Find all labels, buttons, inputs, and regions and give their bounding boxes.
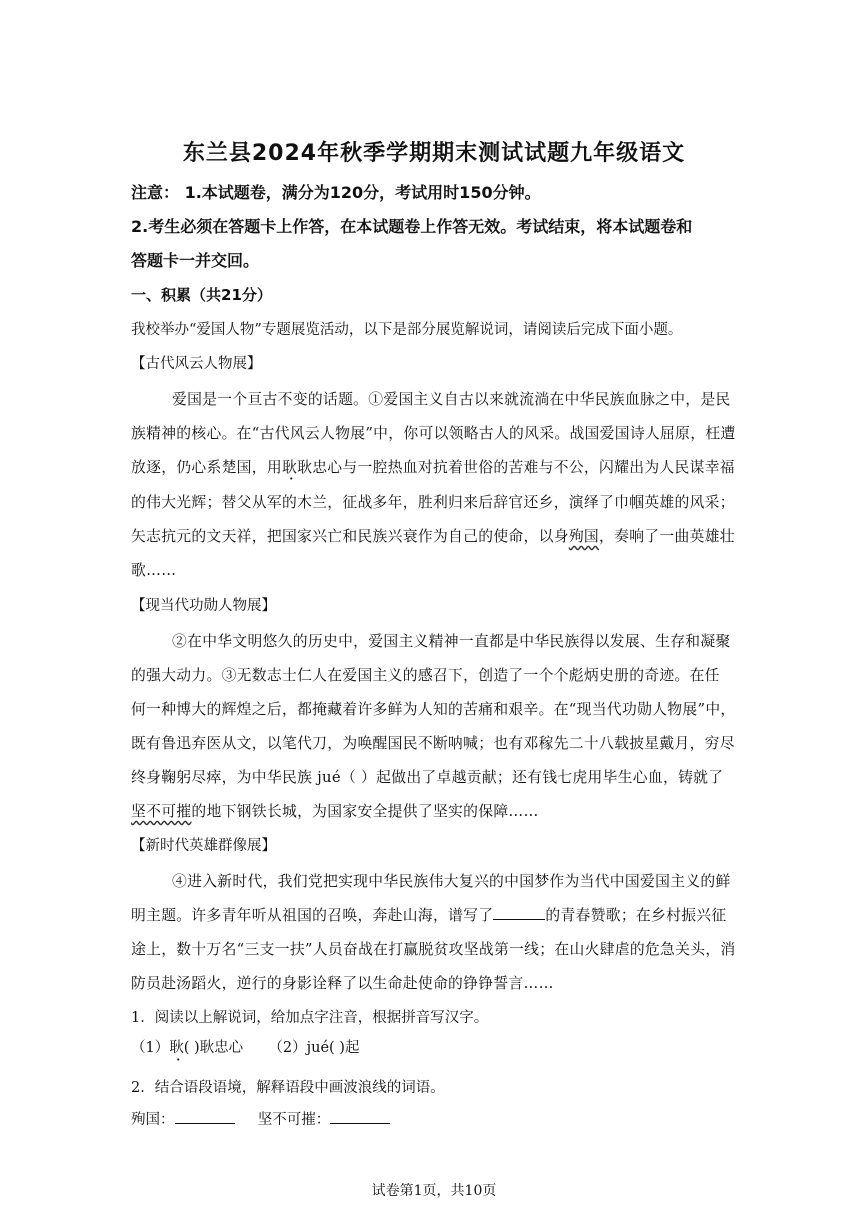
text-segment: ，奏响了一曲英雄壮 bbox=[599, 528, 735, 545]
text-segment: 的地下钢铁长城，为国家安全提供了坚实的保障…… bbox=[191, 803, 539, 820]
exhibit-heading-ancient: 【古代风云人物展】 bbox=[131, 356, 262, 372]
text-segment: 放逐，仍心系楚国，用 bbox=[131, 459, 282, 476]
text-segment: （1） bbox=[131, 1040, 170, 1056]
question-1-stem: 1．阅读以上解说词，给加点字注音，根据拼音写汉字。 bbox=[131, 1010, 489, 1026]
section-heading: 一、积累（共21分） bbox=[131, 286, 272, 304]
text-segment: ( )耿忠心 bbox=[183, 1040, 244, 1056]
text-segment: 明主题。许多青年听从祖国的召唤，奔赴山海，谱写了 bbox=[131, 907, 494, 924]
paragraph-line: 族精神的核心。在“古代风云人物展”中，你可以领略古人的风采。战国爱国诗人屈原，枉遭 bbox=[131, 425, 736, 442]
exhibit-heading-new-era: 【新时代英雄群像展】 bbox=[131, 838, 276, 854]
paragraph-line bbox=[131, 800, 539, 821]
answer-blank[interactable] bbox=[330, 1123, 390, 1124]
paragraph-line: 的伟大光辉；替父从军的木兰，征战多年，胜利归来后辞官还乡，演绎了巾帼英雄的风采； bbox=[131, 494, 735, 511]
paragraph-line: 终身鞠躬尽瘁，为中华民族 jué（ ）起做出了卓越贡献；还有钱七虎用毕生心血，铸就了 bbox=[131, 769, 724, 786]
notice-line-3: 答题卡一并交回。 bbox=[131, 251, 260, 270]
paragraph-line bbox=[131, 904, 727, 925]
intro-text: 我校举办“爱国人物”专题展览活动，以下是部分展览解说词，请阅读后完成下面小题。 bbox=[131, 322, 683, 338]
question-1-parts bbox=[131, 1036, 359, 1057]
question-2-stem: 2．结合语段语境，解释语段中画波浪线的词语。 bbox=[131, 1080, 445, 1096]
page-footer: 试卷第1页，共10页 bbox=[371, 1183, 497, 1199]
fill-in-blank[interactable] bbox=[493, 919, 545, 920]
paragraph-line bbox=[131, 456, 735, 477]
paragraph-line: 既有鲁迅弃医从文，以笔代刀，为唤醒国民不断呐喊；也有邓稼先二十八载披星戴月，穷尽 bbox=[131, 735, 735, 752]
paragraph-line: 防员赴汤蹈火，逆行的身影诠释了以生命赴使命的铮铮誓言…… bbox=[131, 975, 554, 992]
text-segment: （2）jué( )起 bbox=[268, 1040, 360, 1056]
text-segment: 矢志抗元的文天祥，把国家兴亡和民族兴衰作为自己的使命，以身 bbox=[131, 528, 569, 545]
notice-line-2: 2.考生必须在答题卡上作答，在本试题卷上作答无效。考试结束，将本试题卷和 bbox=[131, 217, 693, 236]
page-title: 东兰县2024年秋季学期期末测试试题九年级语文 bbox=[182, 141, 686, 166]
answer-label: 坚不可摧： bbox=[257, 1112, 331, 1128]
paragraph-line: ④进入新时代，我们党把实现中华民族伟大复兴的中国梦作为当代中国爱国主义的鲜 bbox=[172, 873, 731, 890]
question-2-answers bbox=[131, 1108, 390, 1129]
wavy-underlined-word: 殉国 bbox=[568, 528, 600, 545]
paragraph-line: ②在中华文明悠久的历史中，爱国主义精神一直都是中华民族得以发展、生存和凝聚 bbox=[172, 633, 731, 650]
answer-blank[interactable] bbox=[175, 1123, 235, 1124]
exhibit-heading-modern: 【现当代功勋人物展】 bbox=[131, 598, 276, 614]
dotted-character: 耿 bbox=[281, 459, 298, 476]
text-segment: 耿忠心与一腔热血对抗着世俗的苦难与不公，闪耀出为人民谋幸福 bbox=[297, 459, 735, 476]
notice-line-1: 注意： 1.本试题卷，满分为120分，考试用时150分钟。 bbox=[131, 183, 541, 202]
dotted-character: 耿 bbox=[169, 1040, 184, 1056]
answer-label: 殉国： bbox=[131, 1112, 175, 1128]
paragraph-line: 的强大动力。③无数志士仁人在爱国主义的感召下，创造了一个个彪炳史册的奇迹。在任 bbox=[131, 667, 720, 684]
paragraph-line: 歌…… bbox=[131, 562, 177, 579]
paragraph-line: 何一种博大的辉煌之后，都掩藏着许多鲜为人知的苦痛和艰辛。在“现当代功勋人物展”中， bbox=[131, 701, 736, 718]
text-segment: 的青春赞歌；在乡村振兴征 bbox=[545, 907, 727, 924]
paragraph-line: 爱国是一个亘古不变的话题。①爱国主义自古以来就流淌在中华民族血脉之中，是民 bbox=[172, 391, 731, 408]
paragraph-line bbox=[131, 525, 735, 546]
paragraph-line: 途上，数十万名“三支一扶”人员奋战在打赢脱贫攻坚战第一线；在山火肆虐的危急关头，消 bbox=[131, 941, 736, 958]
wavy-underlined-word: 坚不可摧 bbox=[131, 803, 192, 820]
